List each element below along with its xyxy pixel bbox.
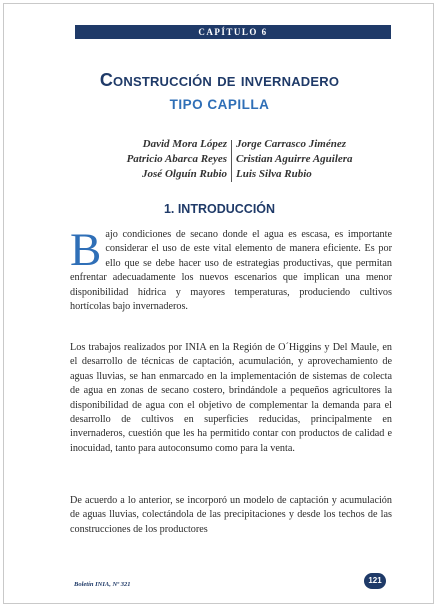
author-name: Jorge Carrasco Jiménez (236, 138, 346, 150)
paragraph-3: De acuerdo a lo anterior, se incorporó un modelo de captación y acumulación de aguas lluvias, colectándola de las precipitaciones y desde los techos de las construcciones de los productores (70, 495, 392, 535)
document-page (3, 3, 434, 604)
authors-left-column (64, 137, 227, 182)
author-name: Cristian Aguirre Aguilera (236, 153, 353, 165)
section-heading: 1. INTRODUCCIÓN (163, 202, 276, 216)
publication-footer: Boletín INIA, Nº 321 (74, 581, 131, 588)
drop-cap: B (70, 224, 102, 276)
paragraph-1-text: ajo condiciones de secano donde el agua es escasa, es importante considerar el uso de este vital elemento de manera eficiente. Es por ello que se debe hacer uso de estrategias productivas, que permitan enfrentar adecuadamente los nuevos escenarios que implican una menor disponibilidad hídrica y mayores temperaturas, produciendo cultivos hortícolas bajo invernaderos. (70, 229, 392, 313)
paragraph-1 (70, 224, 392, 314)
page-number-badge: 121 (364, 573, 386, 589)
author-name: Luis Silva Rubio (236, 168, 312, 180)
chapter-label: CAPÍTULO 6 (75, 25, 391, 39)
author-name: José Olguín Rubio (142, 168, 227, 180)
author-name: Patricio Abarca Reyes (126, 153, 227, 165)
chapter-title: Construcción de invernadero (99, 70, 340, 90)
paragraph-2: Los trabajos realizados por INIA en la Región de O´Higgins y Del Maule, en el desarrollo de técnicas de captación, acumulación, y aprovechamiento de aguas lluvias, se han enmarcado en la implementación de sistemas de colecta de agua en zonas de secano costero, brindándole a pequeños agricultores la disponibilidad de agua con el objetivo de complementar la demanda para el desarrollo de cultivos en superficies reducidas, principalmente en invernaderos, cuestión que les ha permitido contar con productos de calidad e inocuidad, tanto para autoconsumo como para la venta. (70, 342, 392, 454)
author-divider (231, 140, 232, 182)
authors-right-column (236, 137, 406, 182)
chapter-subtitle: TIPO CAPILLA (169, 97, 270, 112)
author-name: David Mora López (142, 138, 227, 150)
